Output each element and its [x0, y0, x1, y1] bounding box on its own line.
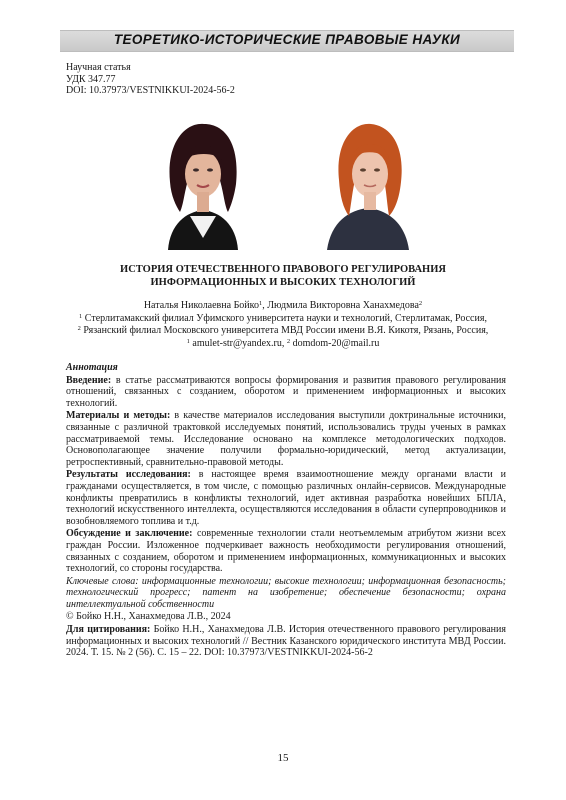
affiliation-1-text: Стерлитамакский филиал Уфимского университета науки и технологий, Стерлитамак, Россия, [82, 312, 487, 324]
section-header-band [60, 30, 514, 52]
results-text: в настоящее время взаимоотношение между органами власти и гражданами осуществляется, в том числе, с помощью различных онлайн-сервисов. Международные конфликты превратились в конфликты технологий, идет активная разработка новейших БПЛА, технологий искусственного интеллекта, осуществляются исследования в области суперпроводников и возобновляемого топлива и т.д. [66, 469, 506, 527]
author-names [60, 300, 506, 313]
abstract-results [66, 469, 506, 527]
citation-text: Бойко Н.Н., Ханахмедова Л.В. История отечественного правового регулирования информационных и высоких технологий // Вестник Казанского юридического института МВД России. 2024. Т. 15. № 2 (56). С. 15 – 22. DOI: 10.37973/VESTNIKKUI-2024-56-2 [66, 624, 506, 659]
article-type: Научная статья [66, 62, 131, 73]
discussion-label: Обсуждение и заключение: [66, 528, 193, 540]
intro-label: Введение: [66, 374, 112, 386]
keywords: Ключевые слова: информационные технологии; высокие технологии; информационная безопасность; технологический прогресс; патент на изобретение; обеспечение безопасности; охрана интеллектуальной собственности [66, 575, 506, 610]
author-emails [60, 338, 506, 351]
results-label: Результаты исследования: [66, 469, 191, 481]
abstract-block [66, 362, 506, 660]
author-photo-khanakhmedova [313, 112, 423, 250]
author-sup-2: 2 [418, 300, 423, 307]
methods-label: Материалы и методы: [66, 410, 171, 422]
author-portrait-1 [148, 112, 258, 250]
citation-label: Для цитирования: [66, 624, 151, 636]
affiliation-1 [60, 313, 506, 326]
authors-block [60, 300, 506, 350]
section-title: ТЕОРЕТИКО-ИСТОРИЧЕСКИЕ ПРАВОВЫЕ НАУКИ [113, 32, 461, 47]
article-title-line-2: ИНФОРМАЦИОННЫХ И ВЫСОКИХ ТЕХНОЛОГИЙ [150, 276, 416, 288]
affiliation-2-text: Рязанский филиал Московского университета МВД России имени В.Я. Кикотя, Рязань, Россия, [80, 325, 489, 336]
author-sup-1: 1 [259, 300, 263, 307]
article-title [60, 264, 506, 289]
email-sup-1: 1 [186, 337, 190, 345]
abstract-methods [66, 410, 506, 468]
page-number: 15 [277, 752, 289, 764]
author-name-1: Наталья Николаевна Бойко [143, 300, 260, 311]
doi: DOI: 10.37973/VESTNIKKUI-2024-56-2 [66, 85, 235, 96]
udc-code: УДК 347.77 [66, 73, 116, 85]
author-photo-boyko [148, 112, 258, 250]
email-2: domdom-20@mail.ru [290, 337, 380, 349]
abstract-discussion [66, 528, 506, 574]
article-meta [66, 62, 235, 97]
aff-sup-2: 2 [77, 325, 81, 332]
methods-text: в качестве материалов исследования выступили доктринальные источники, связанные с различной трактовкой исследуемых понятий, использовались труды ученых в рамках рассматриваемой темы. Исследование основано на комплексе методологических подходов. Основополагающее значение получили формально-юридический, метод актуализации, ретроспективный, сравнительно-правовой методы. [66, 410, 506, 468]
email-1: amulet-str@yandex.ru, [189, 337, 287, 349]
abstract-heading: Аннотация [66, 362, 118, 373]
intro-text: в статье рассматриваются вопросы формирования и развития правового регулирования отношений, связанных с созданием, оборотом и применением информационных и высоких технологий. [66, 374, 506, 409]
article-title-line-1: ИСТОРИЯ ОТЕЧЕСТВЕННОГО ПРАВОВОГО РЕГУЛИРОВАНИЯ [120, 264, 446, 275]
abstract-introduction [66, 375, 506, 410]
author-portrait-2 [313, 112, 423, 250]
discussion-text: современные технологии стали неотъемлемым атрибутом жизни всех граждан России. Изложенное подчеркивает важность необходимости регулирования отношений, связанных с созданием, оборотом и применением информационных, коммуникационных и высоких технологий, со стороны государства. [66, 528, 506, 575]
affiliation-2 [60, 325, 506, 338]
author-name-2: , Людмила Викторовна Ханахмедова [262, 300, 419, 311]
email-sup-2: 2 [286, 337, 291, 345]
aff-sup-1: 1 [79, 312, 83, 320]
citation [66, 624, 506, 659]
copyright: © Бойко Н.Н., Ханахмедова Л.В., 2024 [66, 611, 231, 623]
